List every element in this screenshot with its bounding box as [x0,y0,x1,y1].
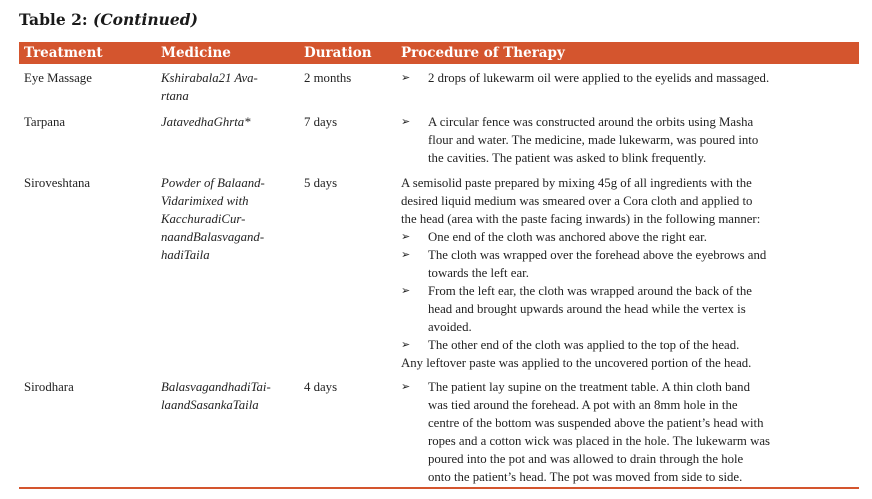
medicine-line: Powder of Balaand- [161,176,265,190]
bullet-line: The other end of the cloth was applied to the top of the head. [428,338,740,352]
procedure-bullet [401,228,861,246]
column-header-treatment: Treatment [24,45,103,61]
bullet-line: The cloth was wrapped over the forehead above the eyebrows and [428,248,767,262]
bullet-line: ropes and a cotton wick was placed in the hole. The lukewarm was [428,434,770,448]
medicine-line: laandSasankaTaila [161,398,259,412]
bullet-line: was tied around the forehead. A pot with an 8mm hole in the [428,398,738,412]
bullet-arrow-icon: ➢ [401,116,411,128]
row-eye-massage-treatment: Eye Massage [24,71,92,85]
procedure-bullet [401,246,861,282]
row-siroveshtana-procedure [401,174,861,372]
medicine-line: hadiTaila [161,248,210,262]
medicine-line: BalasvagandhadiTai- [161,380,271,394]
medicine-line: rtana [161,89,189,103]
bullet-line: 2 drops of lukewarm oil were applied to the eyelids and massaged. [428,71,770,85]
bullet-line: the cavities. The patient was asked to blink frequently. [428,151,707,165]
bullet-arrow-icon: ➢ [401,249,411,261]
bullet-line: A circular fence was constructed around the orbits using Masha [428,115,754,129]
medicine-line: Vidarimixed with [161,194,249,208]
row-eye-massage-procedure [401,69,861,87]
row-tarpana-treatment: Tarpana [24,115,66,129]
bullet-line: head and brought upwards around the head while the vertex is [428,302,746,316]
bullet-line: onto the patient’s head. The pot was moved from side to side. [428,470,743,484]
bullet-line: towards the left ear. [428,266,529,280]
bullet-line: poured into the pot and was allowed to drain through the hole [428,452,744,466]
procedure-outro-line: Any leftover paste was applied to the uncovered portion of the head. [401,356,752,370]
column-header-procedure: Procedure of Therapy [401,45,565,61]
caption-continued: (Continued) [93,10,198,29]
procedure-bullet [401,378,861,486]
bullet-arrow-icon: ➢ [401,339,411,351]
medicine-line: JatavedhaGhrta* [161,115,251,129]
procedure-bullet [401,282,861,336]
column-header-duration: Duration [304,45,372,61]
procedure-bullet [401,69,861,87]
row-eye-massage-medicine [161,69,296,105]
row-sirodhara-medicine [161,378,301,414]
caption-label: Table 2: [19,10,88,29]
row-sirodhara-duration: 4 days [304,380,338,394]
row-sirodhara-procedure [401,378,861,486]
bullet-line: One end of the cloth was anchored above the right ear. [428,230,707,244]
row-siroveshtana-treatment: Siroveshtana [24,176,91,190]
bullet-line: avoided. [428,320,472,334]
medicine-line: Kshirabala21 Ava- [161,71,258,85]
row-tarpana-medicine [161,113,296,131]
procedure-intro-line: desired liquid medium was smeared over a Cora cloth and applied to [401,194,753,208]
table-bottom-rule [19,487,859,489]
column-header-medicine: Medicine [161,45,231,61]
procedure-bullet [401,336,861,354]
row-siroveshtana-medicine [161,174,296,264]
procedure-bullet [401,113,861,167]
row-sirodhara-treatment: Sirodhara [24,380,74,394]
bullet-line: centre of the bottom was suspended above the patient’s head with [428,416,764,430]
bullet-arrow-icon: ➢ [401,285,411,297]
bullet-line: The patient lay supine on the treatment table. A thin cloth band [428,380,750,394]
row-tarpana-procedure [401,113,861,167]
row-siroveshtana-duration: 5 days [304,176,338,190]
bullet-arrow-icon: ➢ [401,231,411,243]
row-tarpana-duration: 7 days [304,115,338,129]
procedure-intro-line: the head (area with the paste facing inwards) in the following manner: [401,212,761,226]
bullet-arrow-icon: ➢ [401,381,411,393]
row-eye-massage-duration: 2 months [304,71,352,85]
table-caption [19,10,198,29]
procedure-intro-line: A semisolid paste prepared by mixing 45g of all ingredients with the [401,176,752,190]
medicine-line: KacchuradiCur- [161,212,246,226]
bullet-line: From the left ear, the cloth was wrapped around the back of the [428,284,752,298]
bullet-line: flour and water. The medicine, made lukewarm, was poured into [428,133,759,147]
medicine-line: naandBalasvagand- [161,230,265,244]
bullet-arrow-icon: ➢ [401,72,411,84]
